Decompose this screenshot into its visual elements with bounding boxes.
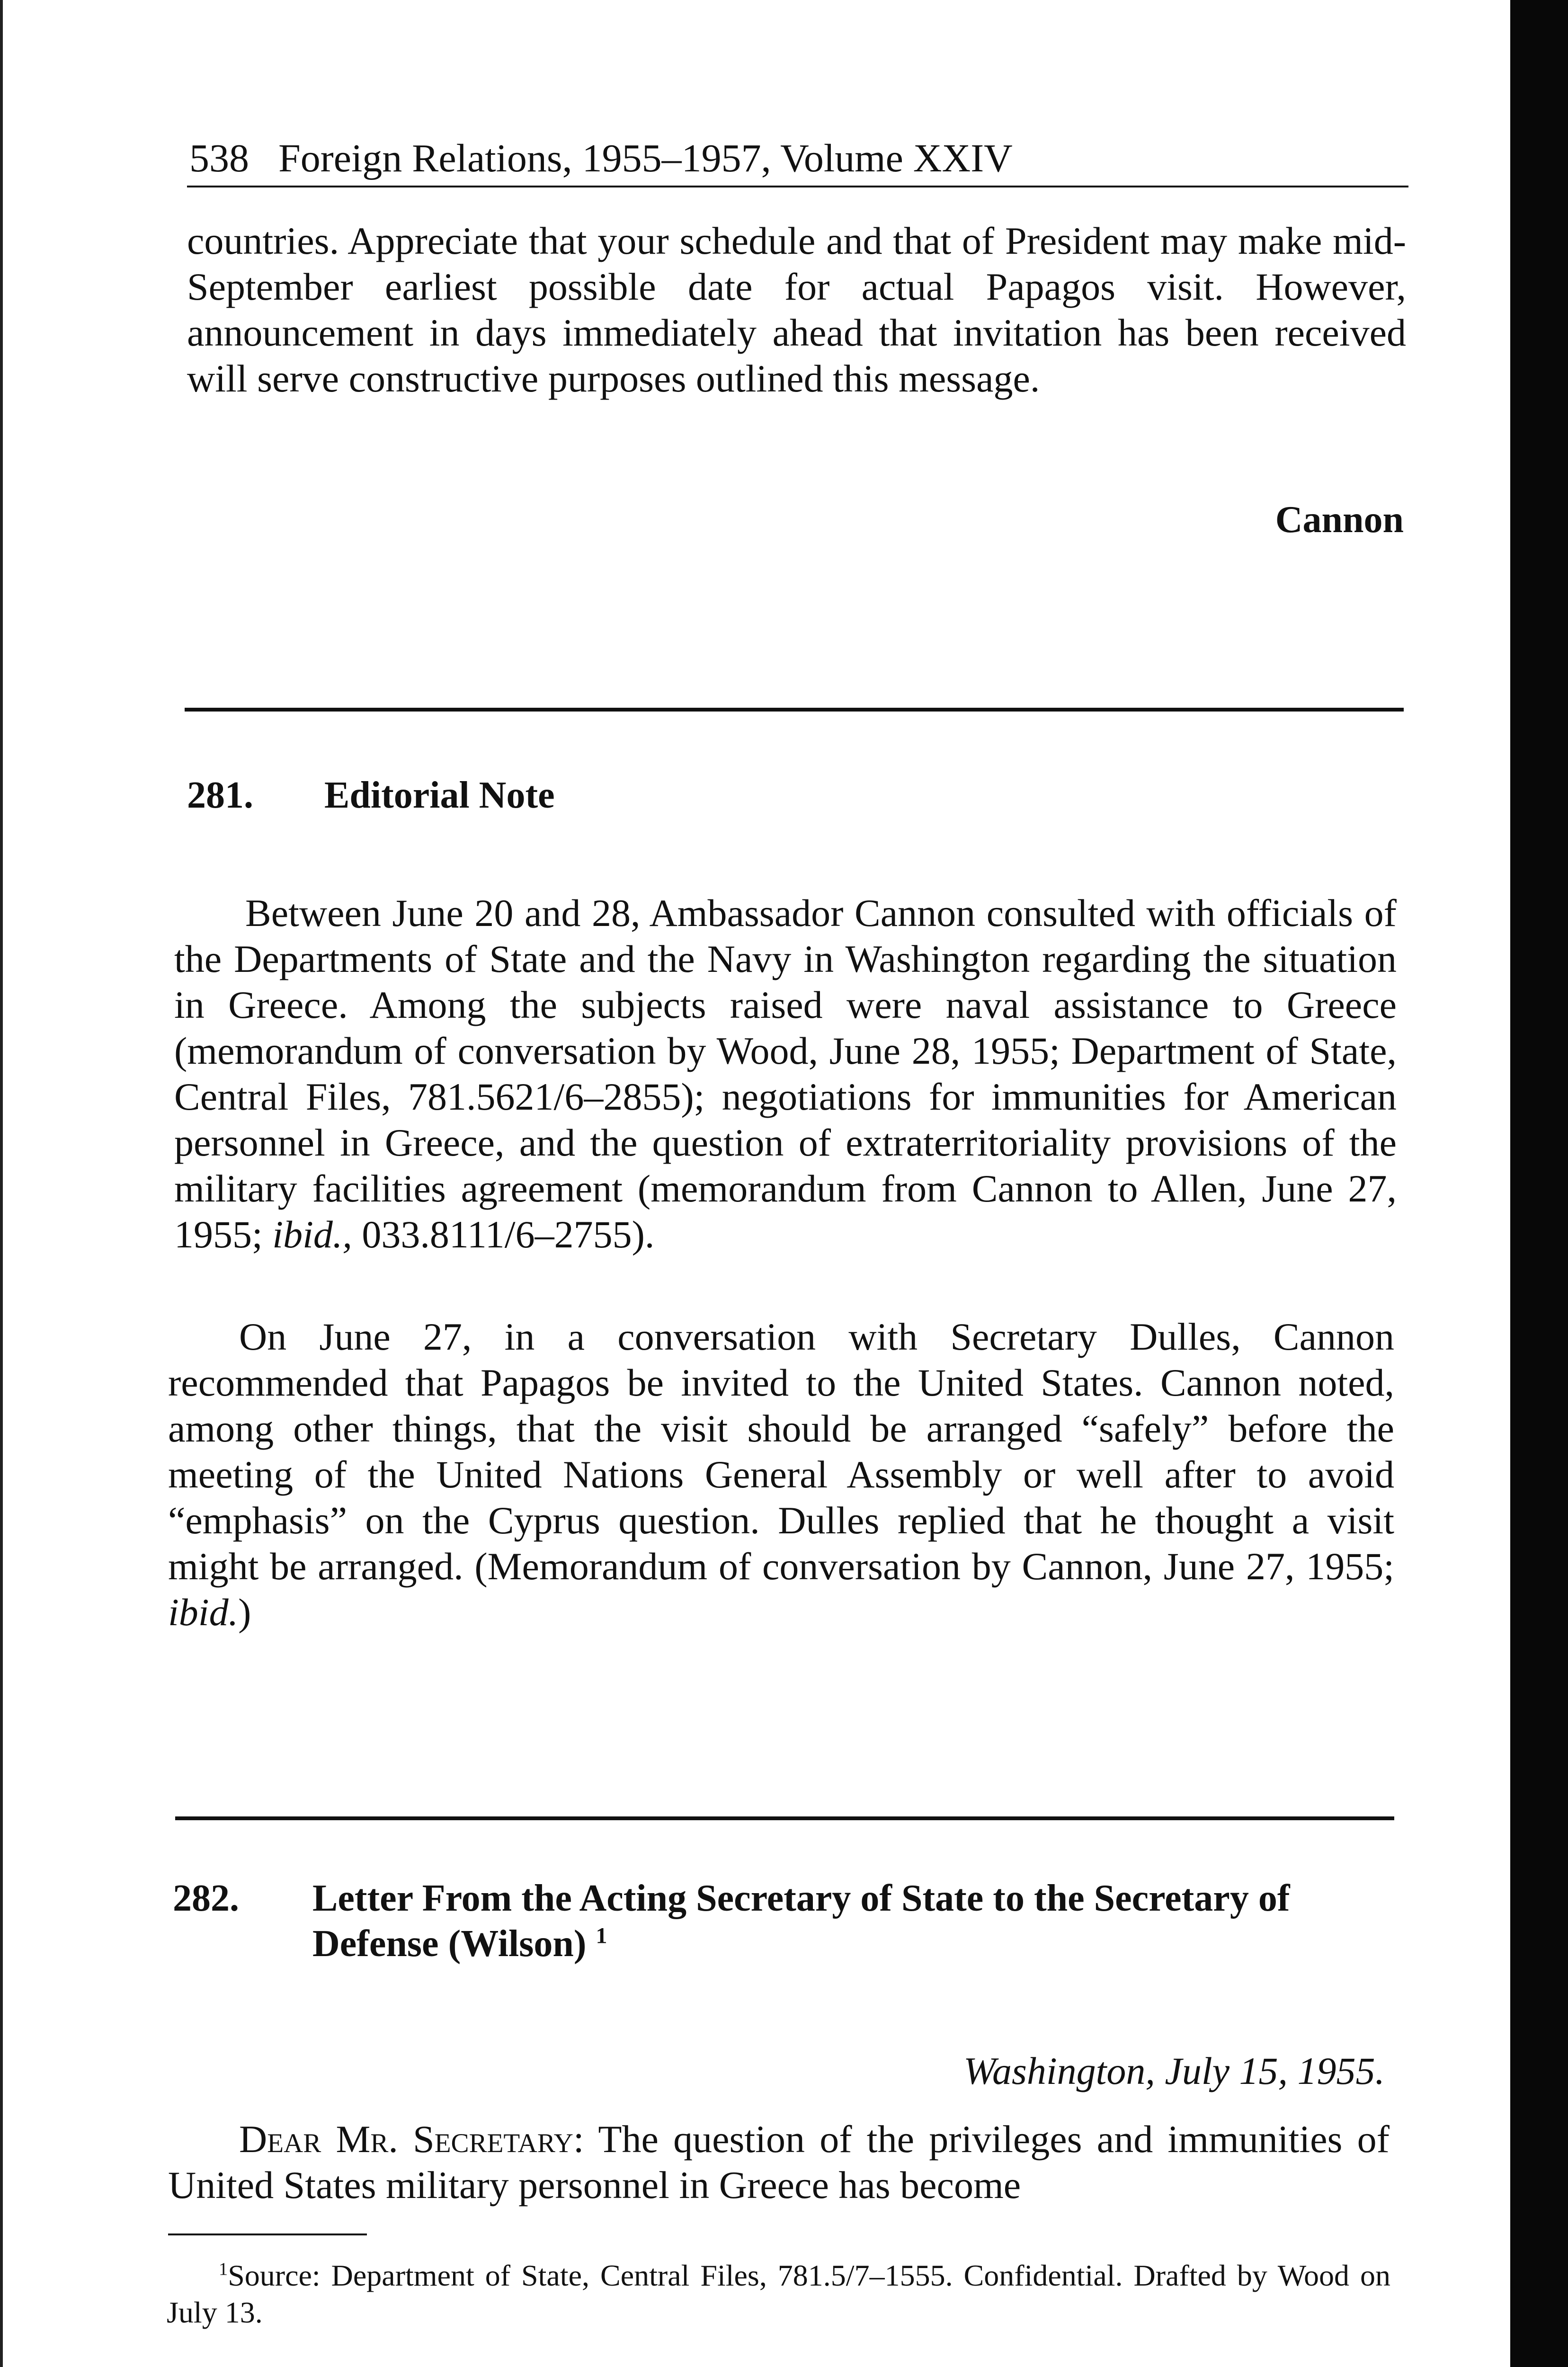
document-title: [312, 1876, 1392, 1967]
scan-right-edge: [1510, 0, 1568, 2367]
letter-body-paragraph: [168, 2116, 1390, 2208]
paragraph-text: Between June 20 and 28, Ambassador Cannon consulted with officials of the Departments of State and the Navy in Washington regarding the situation in Greece. Among the subjects raised were naval assistance to Greece (memorandum of conversation by Wood, June 28, 1955; Department of State, Central Files, 781.5621/6–2855); negotiations for immunities for American personnel in Greece, and the question of extraterritoriality provisions of the military facilities agreement (memorandum from Cannon to Allen, June 27, 1955;: [174, 891, 1397, 1256]
paragraph-text: 033.8111/6–2755).: [362, 1213, 655, 1256]
paragraph-text: On June 27, in a conversation with Secretary Dulles, Cannon recommended that Papagos be invited to the United States. Cannon noted, among other things, that the visit should be arranged “safely” before the meeting of the United Nations General Assembly or well after to avoid “emphasis” on the Cyprus question. Dulles replied that he thought a visit might be arranged. (Memorandum of conversation by Cannon, June 27, 1955;: [168, 1315, 1394, 1588]
footnote-rule: [168, 2234, 367, 2235]
document-number: 282.: [173, 1878, 239, 1919]
footnote-reference: 1: [596, 1923, 607, 1949]
paragraph-text: The question of the privileges and immunities of United States military personnel in Greece has become: [168, 2118, 1390, 2207]
section-divider: [185, 708, 1404, 712]
salutation: Dear Mr. Secretary:: [239, 2118, 584, 2161]
scan-left-edge: [0, 0, 3, 2367]
page-number: 538: [189, 136, 249, 180]
continuation-paragraph: countries. Appreciate that your schedule and that of President may make mid-September earliest possible date for actual Papagos visit. However, announcement in days immediately ahead that invitation has been received will serve constructive purposes outlined this message.: [187, 219, 1406, 400]
editorial-note-paragraph: [168, 1314, 1394, 1635]
footnote-marker: 1: [219, 2259, 228, 2279]
paragraph-text: ): [238, 1591, 251, 1634]
editorial-note-paragraph: [174, 890, 1397, 1257]
document-title: Editorial Note: [324, 774, 555, 816]
ibid-citation: ibid.,: [272, 1213, 352, 1256]
ibid-citation: ibid.: [168, 1591, 239, 1634]
document-title-text: Letter From the Acting Secretary of State to the Secretary of Defense (Wilson): [312, 1878, 1290, 1965]
dateline: Washington, July 15, 1955.: [963, 2049, 1385, 2092]
header-rule: [187, 186, 1408, 187]
signature: Cannon: [1275, 499, 1404, 541]
section-divider: [175, 1816, 1394, 1820]
footnote: [167, 2257, 1390, 2331]
running-header: [189, 135, 1408, 182]
footnote-text: Source: Department of State, Central Files, 781.5/7–1555. Confidential. Drafted by Wood on July 13.: [167, 2259, 1390, 2329]
document-number: 281.: [187, 774, 253, 816]
running-title: Foreign Relations, 1955–1957, Volume XXIV: [278, 136, 1013, 180]
